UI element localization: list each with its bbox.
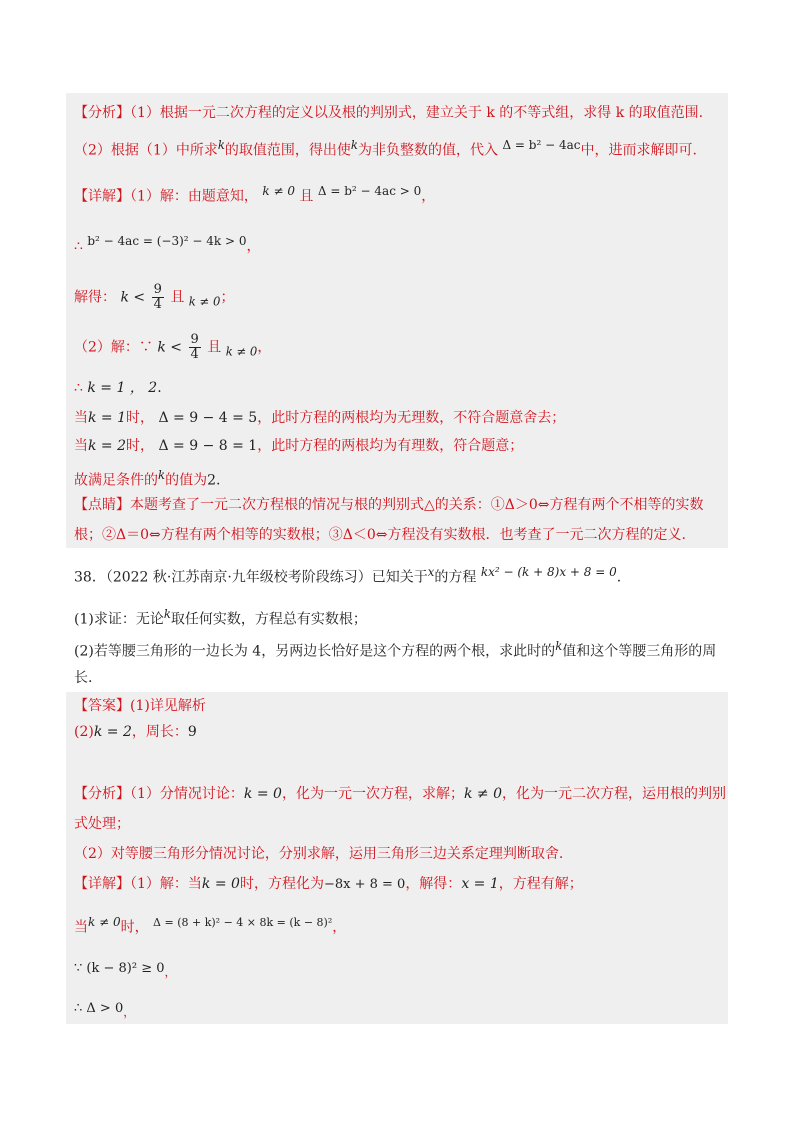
xiangjie-line-5: ∴ k = 1 ， 2. bbox=[74, 380, 162, 396]
xiangjie-line-8: 故满足条件的$^k$的值为2. bbox=[74, 468, 221, 489]
xiangjie-line-3: 解得： k < $\frac{9}{4}$ 且 $_{k \ne 0}$； bbox=[74, 282, 235, 312]
xiangjie-line-3: ∵ $(k - 8)^2 \ge 0_,$ bbox=[74, 961, 177, 979]
question-38-title: 38．（2022 秋·江苏南京·九年级校考阶段练习）已知关于$^x$的方程 $^{kx^2 - (k + 8)x + 8 = 0}$. bbox=[74, 565, 622, 586]
fenxi-line-2: 式处理； bbox=[74, 816, 130, 832]
fenxi-line-2: （2）根据（1）中所求$^k$的取值范围，得出使$^k$为非负整数的值，代入 $^{\Delta = b^2 - 4ac}$中，进而求解即可. bbox=[74, 138, 697, 159]
fenxi-line-1: 【分析】（1）分情况讨论：k = 0，化为一元一次方程，求解；k ≠ 0，化为一元二次方程，运用根的判别 bbox=[74, 786, 726, 802]
xiangjie-line-7: 当k = 2时， Δ = 9 − 8 = 1，此时方程的两根均为有理数，符合题意； bbox=[74, 438, 524, 454]
dianjing-line-1: 【点睛】本题考查了一元二次方程根的情况与根的判别式△的关系：①Δ＞0⇔方程有两个不相等的实数 bbox=[74, 497, 704, 513]
question-38-part-1: (1)求证：无论$^k$取任何实数，方程总有实数根； bbox=[74, 607, 367, 628]
fenxi-line-3: （2）对等腰三角形分情况讨论，分别求解，运用三角形三边关系定理判断取舍. bbox=[74, 846, 564, 862]
xiangjie-line-2: ∴ $^{b^2 - 4ac = (-3)^2 - 4k > 0}$， bbox=[74, 234, 261, 255]
answer-line-2: (2)k = 2，周长：9 bbox=[74, 724, 197, 740]
xiangjie-line-6: 当k = 1时， Δ = 9 − 4 = 5，此时方程的两根均为无理数，不符合题意舍去； bbox=[74, 410, 566, 426]
xiangjie-line-1: 【详解】（1）解：当k = 0时，方程化为−8x + 8 = 0，解得：x = 1，方程有解； bbox=[74, 876, 583, 892]
analysis-block-q37 bbox=[66, 93, 728, 548]
answer-line-1: 【答案】(1)详见解析 bbox=[74, 698, 206, 714]
xiangjie-line-1: 【详解】（1）解：由题意知， $^{k \ne 0}$ 且 $^{\Delta = b^2 - 4ac > 0}$， bbox=[74, 184, 436, 205]
xiangjie-line-4: ∴ $\Delta > 0_,$ bbox=[74, 1001, 135, 1019]
solution-block-q38 bbox=[66, 692, 728, 1024]
xiangjie-line-2: 当$^{k \ne 0}$时， $^{\Delta = (8 + k)^2 - 4 \times 8k = (k - 8)^2}$， bbox=[74, 915, 347, 936]
question-38-part-2: (2)若等腰三角形的一边长为 4，另两边长恰好是这个方程的两个根，求此时的$^k$值和这个等腰三角形的周 bbox=[74, 639, 717, 660]
xiangjie-line-4: （2）解：∵ k < $\frac{9}{4}$ 且 $_{k \ne 0}$， bbox=[74, 332, 272, 362]
dianjing-line-2: 根；②Δ＝0⇔方程有两个相等的实数根；③Δ＜0⇔方程没有实数根．也考查了一元二次方程的定义. bbox=[74, 527, 686, 543]
fenxi-line-1: 【分析】（1）根据一元二次方程的定义以及根的判别式，建立关于 k 的不等式组，求得 k 的取值范围. bbox=[74, 105, 704, 121]
question-38-part-2-cont: 长. bbox=[74, 670, 93, 686]
